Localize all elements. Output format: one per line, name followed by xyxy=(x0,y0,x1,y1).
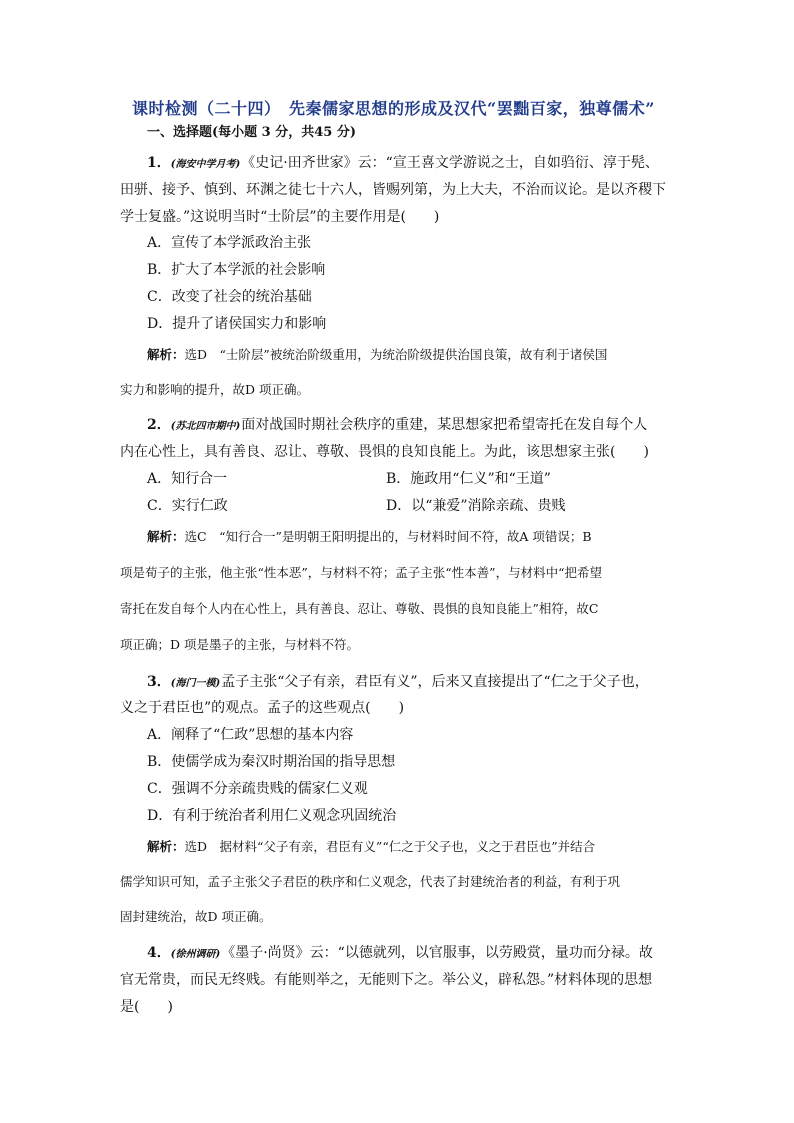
question-4-number: 4． xyxy=(147,945,171,961)
question-1-source: (海安中学月考) xyxy=(170,159,241,170)
question-1-line-3: 学士复盛。”这说明当时“士阶层”的主要作用是( ) xyxy=(120,209,440,225)
question-1-line-1 xyxy=(147,153,659,175)
question-4-source: (徐州调研) xyxy=(170,949,221,960)
question-2-analysis-line-3: 寄托在发自每个人内在心性上，具有善良、忍让、尊敬、畏惧的良知良能上”相符，故C xyxy=(120,601,599,616)
question-2-analysis-line-1 xyxy=(147,527,592,547)
question-2-option-a: A．知行合一 xyxy=(147,471,228,487)
question-3-option-c: C．强调不分亲疏贵贱的儒家仁义观 xyxy=(147,781,368,797)
question-2-line-1 xyxy=(147,415,647,437)
question-2-line-2: 内在心性上，具有善良、忍让、尊敬、畏惧的良知良能上。为此，该思想家主张( ) xyxy=(120,444,649,460)
page-title: 课时检测（二十四） 先秦儒家思想的形成及汉代“罢黜百家，独尊儒术” xyxy=(132,99,655,118)
question-3-analysis-line-2: 儒学知识可知，孟子主张父子君臣的秩序和仁义观念，代表了封建统治者的利益，有利于巩 xyxy=(120,874,621,889)
question-1-text-1: 《史记·田齐世家》云：“宣王喜文学游说之士，自如驺衍、淳于髡、 xyxy=(241,155,659,171)
question-4-line-2: 官无常贵，而民无终贱。有能则举之，无能则下之。举公义，辟私怨。”材料体现的思想 xyxy=(120,972,653,988)
question-3-option-b: B．使儒学成为秦汉时期治国的指导思想 xyxy=(147,754,396,770)
question-4-line-1 xyxy=(147,943,653,965)
question-2-analysis-text-1: 选C “知行合一”是明朝王阳明提出的，与材料时间不符，故A 项错误；B xyxy=(184,529,592,544)
question-2-option-d: D．以“兼爱”消除亲疏、贵贱 xyxy=(386,498,566,514)
section-heading: 一、选择题(每小题 3 分，共45 分) xyxy=(147,125,357,140)
question-2-text-1: 面对战国时期社会秩序的重建，某思想家把希望寄托在发自每个人 xyxy=(241,417,648,433)
question-3-analysis-line-1 xyxy=(147,837,595,857)
question-1-option-b: B．扩大了本学派的社会影响 xyxy=(147,262,326,278)
question-3-option-a: A．阐释了“仁政”思想的基本内容 xyxy=(147,727,354,743)
question-1-analysis-text-1: 选D “士阶层”被统治阶级重用，为统治阶级提供治国良策，故有利于诸侯国 xyxy=(184,347,608,362)
analysis-label: 解析： xyxy=(147,839,185,854)
question-2-source: (苏北四市期中) xyxy=(170,421,241,432)
analysis-label: 解析： xyxy=(147,347,185,362)
question-1-option-c: C．改变了社会的统治基础 xyxy=(147,289,312,305)
question-3-analysis-text-1: 选D 据材料“父子有亲，君臣有义”“仁之于父子也，义之于君臣也”并结合 xyxy=(184,839,596,854)
question-2-analysis-line-2: 项是荀子的主张，他主张“性本恶”，与材料不符；孟子主张“性本善”，与材料中“把希望 xyxy=(120,565,602,580)
question-2-analysis-line-4: 项正确；D 项是墨子的主张，与材料不符。 xyxy=(120,637,359,652)
question-1-analysis-line-1 xyxy=(147,345,607,365)
question-1-option-d: D．提升了诸侯国实力和影响 xyxy=(147,316,327,332)
question-1-analysis-line-2: 实力和影响的提升，故D 项正确。 xyxy=(120,382,309,397)
question-3-text-1: 孟子主张“父子有亲，君臣有义”，后来又直接提出了“仁之于父子也， xyxy=(221,674,649,690)
question-4-text-1: 《墨子·尚贤》云：“以德就列，以官服事，以劳殿赏，量功而分禄。故 xyxy=(221,945,653,961)
question-4-line-3: 是( ) xyxy=(120,999,173,1015)
question-3-number: 3． xyxy=(147,674,171,690)
question-3-line-2: 义之于君臣也”的观点。孟子的这些观点( ) xyxy=(120,700,405,716)
question-1-line-2: 田骈、接予、慎到、环渊之徒七十六人，皆赐列第，为上大夫，不治而议论。是以齐稷下 xyxy=(120,182,666,198)
analysis-label: 解析： xyxy=(147,529,185,544)
question-3-option-d: D．有利于统治者利用仁义观念巩固统治 xyxy=(147,808,397,824)
question-3-source: (海门一模) xyxy=(170,678,221,689)
question-2-option-b: B．施政用“仁义”和“王道” xyxy=(386,471,551,487)
question-3-analysis-line-3: 固封建统治，故D 项正确。 xyxy=(120,909,272,924)
question-3-line-1 xyxy=(147,672,649,694)
question-2-option-c: C．实行仁政 xyxy=(147,498,228,514)
question-1-option-a: A．宣传了本学派政治主张 xyxy=(147,235,312,251)
question-2-number: 2． xyxy=(147,417,171,433)
question-1-number: 1． xyxy=(147,155,171,171)
